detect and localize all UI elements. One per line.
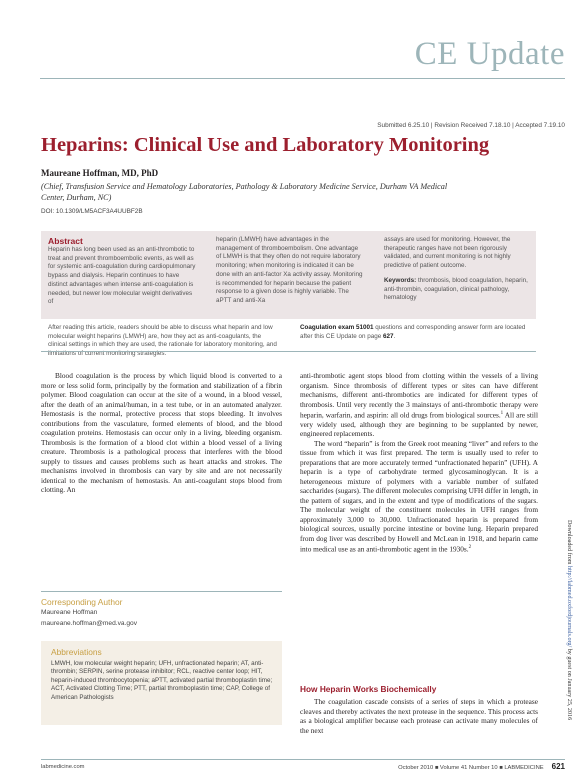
keywords-text: thrombosis, blood coagulation, heparin, anti-thrombin, coagulation, clinical pathology, hematology	[384, 276, 528, 302]
abstract-text-1: Heparin has long been used as an anti-thrombotic to treat and prevent thromboembolic events, as well as for systemic anti-coagulation during cardiopulmonary bypass and dialysis. Heparin continues to have distinct advantages when intense anti-coagulation is needed, but newer low molecular weight derivatives of	[48, 246, 196, 306]
abbreviations-text: LMWH, low molecular weight heparin; UFH, unfractionated heparin; AT, anti-thrombin; SERPIN, serine protease inhibitor; RCL, reactive center loop; HIT, heparin-induced thrombocytopenia; aPTT, activated partial thromboplastin time; ACT, Activated Clotting Time; PTT, partial thromboplastin time; CAP, College of American Pathologists	[51, 660, 273, 701]
author-name: Maureane Hoffman, MD, PhD	[41, 168, 159, 178]
footer-issue: October 2010 ■ Volume 41 Number 10 ■ LABMEDICINE	[398, 765, 544, 771]
footer-issue-info	[398, 762, 565, 771]
section-heading: How Heparin Works Biochemically	[300, 684, 437, 694]
abstract-heading: Abstract	[48, 236, 83, 246]
body-column-left	[41, 371, 282, 495]
learning-objectives: After reading this article, readers should be able to discuss what heparin and low molecular weight heparins (LMWH) are, how they act as anti-coagulants, the clinical settings in which they are used, the rationale for laboratory monitoring, and limitations of current monitoring strategies.	[48, 324, 277, 357]
download-prefix: Downloaded from	[566, 520, 572, 567]
reference-marker[interactable]: 2	[468, 545, 472, 551]
keywords	[384, 277, 532, 303]
body-paragraph: The coagulation cascade consists of a series of steps in which a protease cleaves and thereby activates the next protease in the sequence. This process acts as a biological amplifier because each protease can activate many molecules of the next	[300, 697, 538, 735]
exam-text: questions and corresponding answer form are located after this CE Update on page	[300, 324, 526, 340]
corresponding-email[interactable]: maureane.hoffman@med.va.gov	[41, 620, 138, 627]
abstract-text-2: heparin (LMWH) have advantages in the management of thromboembolism. One advantage of LMWH is that they often do not require laboratory monitoring; when monitoring is indicated it can be done with an anti-factor Xa activity assay. Monitoring is recommended for heparin because the patient response to a given dose is highly variable. The aPTT and anti-Xa	[216, 236, 363, 304]
download-link[interactable]: http://labmed.oxfordjournals.org/	[566, 566, 572, 648]
keywords-label: Keywords:	[384, 276, 417, 284]
abbreviations-box	[41, 641, 282, 725]
corresponding-divider	[41, 591, 282, 592]
abstract-column-1	[48, 236, 198, 307]
abstract-box	[41, 231, 536, 319]
download-suffix: by guest on January 25, 2016	[566, 647, 572, 721]
exam-label: Coagulation exam 51001	[300, 324, 374, 331]
abstract-divider	[41, 351, 536, 352]
exam-end: .	[393, 332, 396, 340]
reference-marker[interactable]: 1	[500, 411, 504, 416]
paragraph-text: The word “heparin” is from the Greek root meaning “liver” and refers to the tissue from which it was first prepared. The term is usually used to refer to preparations that are more accurately termed “unfractionated heparin” (UFH). A heparin is a type of carbohydrate termed glycosaminoglycan. It is a heterogeneous mixture of polymers with a variable number of sulfated saccharides (sugars). The different molecules comprising UFH differ in length, in the pattern of sugars, and in the extent and type of modifications of the sugars. The molecular weight of the constituent molecules in UFH ranges from approximately 3,000 to 30,000. Unfractionated heparin is prepared from biological sources, usually porcine intestine or bovine lung. Heparin prepared from dog liver was described by Howell and McLean in 1918, and heparin came into medical use as an anti-thrombotic agent in the 1930s.	[300, 438, 538, 554]
body-paragraph: Blood coagulation is the process by which liquid blood is converted to a more or less solid form, principally by the formation and stabilization of a fibrin polymer. Blood coagulation can occur at the site of a wound, in a blood vessel, after the death of an animal/human, in a test tube, or in an automated analyzer. Hemostasis is the normal, protective process that stops bleeding. It involves contributions from the vasculature, formed elements of blood, and the blood coagulation proteins. Hemostasis can occur only in a living, bleeding organism. Thrombosis is the formation of a blood clot within a blood vessel of a living creature. Thrombosis is a pathological process that interferes with the blood supply to tissues and causes problems such as heart attacks and strokes. The mechanisms involved in thrombosis can vary by site and are not necessarily identical to the mechanism of hemostasis. An anti-coagulant stops blood from clotting. An	[41, 371, 282, 494]
body-column-right-lower	[300, 697, 538, 735]
section-title: CE Update	[414, 36, 565, 72]
header-divider	[40, 78, 565, 79]
exam-page-link[interactable]: 627	[382, 332, 394, 340]
body-paragraph	[300, 439, 538, 554]
abstract-column-2	[216, 236, 364, 306]
article-title: Heparins: Clinical Use and Laboratory Monitoring	[41, 134, 490, 156]
submission-dates: Submitted 6.25.10 | Revision Received 7.18.10 | Accepted 7.19.10	[377, 122, 565, 129]
page-number: 621	[551, 762, 565, 771]
body-column-right	[300, 371, 538, 554]
paragraph-text: All are still very widely used, although they are beginning to be supplanted by newer, engineered replacements.	[300, 410, 538, 439]
footer-website[interactable]: labmedicine.com	[41, 764, 85, 770]
corresponding-heading: Corresponding Author	[41, 597, 123, 607]
paragraph-text: anti-thrombotic agent stops blood from clotting within the vessels of a living organism. Since thrombosis of different types or sites can have different mechanisms, different anti-thrombotics are indicated for different types of thrombosis. Until very recently the 3 mainstays of anti-thrombotic therapy were heparin, warfarin, and aspirin: all old drugs from biological sources.	[300, 371, 538, 420]
abstract-column-3	[384, 236, 532, 303]
doi: DOI: 10.1309/LM5ACF3A4UUBF2B	[41, 208, 143, 215]
author-affiliation: (Chief, Transfusion Service and Hematology Laboratories, Pathology & Laboratory Medicine Service, Durham VA Medical Center, Durham, NC)	[41, 182, 448, 202]
footer-divider	[41, 759, 565, 760]
exam-note	[300, 324, 530, 341]
abbreviations-heading: Abbreviations	[51, 647, 102, 657]
body-paragraph	[300, 371, 538, 439]
download-notice	[566, 520, 572, 720]
corresponding-name: Maureane Hoffman	[41, 609, 98, 616]
abstract-text-3: assays are used for monitoring. However, the therapeutic ranges have not been rigorously validated, and current monitoring is not highly predictive of patient outcome.	[384, 236, 511, 270]
